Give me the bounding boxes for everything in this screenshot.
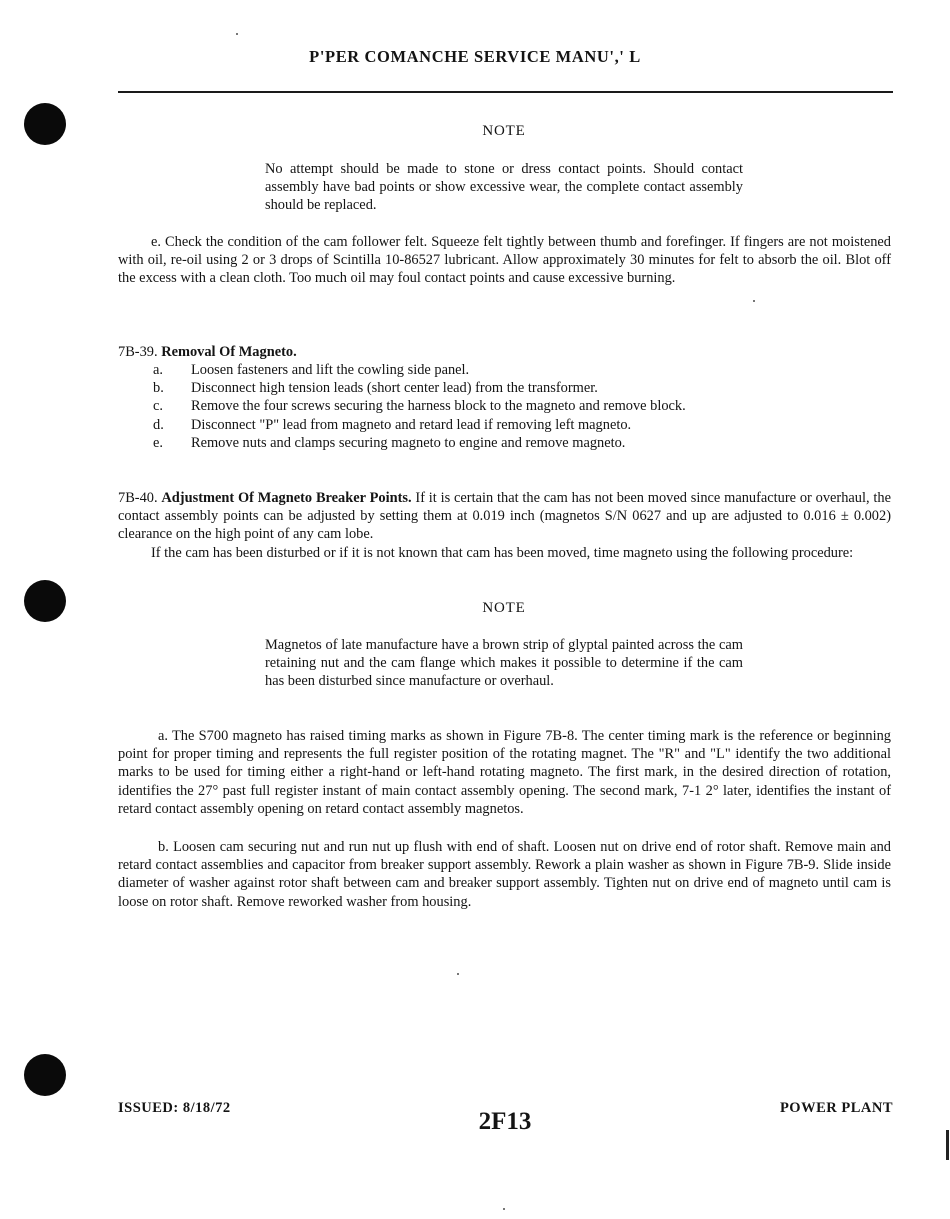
section-title: Adjustment Of Magneto Breaker Points. xyxy=(161,490,412,506)
list-item-text: Remove the four screws securing the harness block to the magneto and remove block. xyxy=(191,398,686,415)
section-heading-7b-39 xyxy=(118,343,891,361)
note-title: NOTE xyxy=(482,600,526,616)
paragraph-a: a. The S700 magneto has raised timing marks as shown in Figure 7B-8. The center timing mark is the reference or beginning point for proper timing and represents the full register position of the rotating magnet. The "R" and "L" identify the two additional marks to be used for timing either a right-hand or left-hand rotating magneto. The first mark, in the desired direction of rotation, identifies the 27° past full register instant of main contact assembly opening. The second mark, 7-1 2° later, identifies the instant of retard contact assembly opening on retard contact assembly magnetos. xyxy=(118,728,891,817)
list-item xyxy=(153,397,893,415)
scan-speck xyxy=(753,300,755,302)
binder-hole-bottom xyxy=(24,1054,66,1096)
section-7b-40-paragraph-2: If the cam has been disturbed or if it is not known that cam has been moved, time magneto using the following procedure: xyxy=(151,545,854,561)
section-text: If it is certain that the cam has not been moved since manufacture or overhaul, the contact assembly points can be adjusted by setting them at 0.019 inch (magnetos S/N 0627 and up are adjusted to 0.016 ± 0.002) clearance on the high point of any cam lobe. xyxy=(118,490,891,543)
header-rule xyxy=(118,91,893,93)
scan-speck xyxy=(236,33,238,35)
scan-speck xyxy=(457,973,459,975)
list-item xyxy=(153,361,893,379)
list-marker: d. xyxy=(153,416,164,433)
list-marker: b. xyxy=(153,380,164,397)
list-marker: a. xyxy=(153,362,163,378)
paragraph-b: b. Loosen cam securing nut and run nut up flush with end of shaft. Loosen nut on drive end of rotor shaft. Remove main and retard contact assemblies and capacitor from breaker support assembly. Rework a plain washer as shown in Figure 7B-9. Slide inside diameter of washer against rotor shaft between cam and breaker support assembly. Tighten nut on drive end of magneto until cam is loose on rotor shaft. Remove reworked washer from housing. xyxy=(118,839,891,910)
section-number: 7B-39. xyxy=(118,344,158,360)
list-item-text: Disconnect high tension leads (short center lead) from the transformer. xyxy=(191,380,598,397)
list-marker: e. xyxy=(153,434,163,451)
paragraph-e: e. Check the condition of the cam follower felt. Squeeze felt tightly between thumb and forefinger. If fingers are not moistened with oil, re-oil using 2 or 3 drops of Scintilla 10-86527 lubricant. Allow approximately 30 minutes for felt to absorb the oil. Blot off the excess with a clean cloth. Too much oil may foul contact points and cause excessive burning. xyxy=(118,234,891,287)
section-title: Removal Of Magneto. xyxy=(161,344,297,360)
note-body: Magnetos of late manufacture have a brown strip of glyptal painted across the cam retaining nut and the cam flange which makes it possible to determine if the cam has been disturbed since manufacture or overhaul. xyxy=(265,637,743,690)
footer-page-number: 2F13 xyxy=(478,1108,532,1135)
section-number: 7B-40. xyxy=(118,490,158,506)
scan-speck xyxy=(503,1208,505,1210)
page-header-title: P'PER COMANCHE SERVICE MANU',' L xyxy=(309,47,641,66)
note-body: No attempt should be made to stone or dress contact points. Should contact assembly have bad points or show excessive wear, the complete contact assembly should be replaced. xyxy=(265,161,743,214)
list-item xyxy=(153,379,893,397)
note-title: NOTE xyxy=(482,123,526,139)
list-item xyxy=(153,434,893,452)
removal-steps-list xyxy=(153,361,893,452)
footer-issued-date: ISSUED: 8/18/72 xyxy=(118,1100,231,1116)
list-item-text: Loosen fasteners and lift the cowling side panel. xyxy=(191,362,470,378)
list-item-text: Disconnect "P" lead from magneto and retard lead if removing left magneto. xyxy=(191,416,632,433)
footer-section-name: POWER PLANT xyxy=(779,1100,893,1116)
section-7b-40-paragraph xyxy=(118,489,891,544)
list-item-text: Remove nuts and clamps securing magneto to engine and remove magneto. xyxy=(191,434,626,451)
list-item xyxy=(153,416,893,434)
list-marker: c. xyxy=(153,398,163,415)
